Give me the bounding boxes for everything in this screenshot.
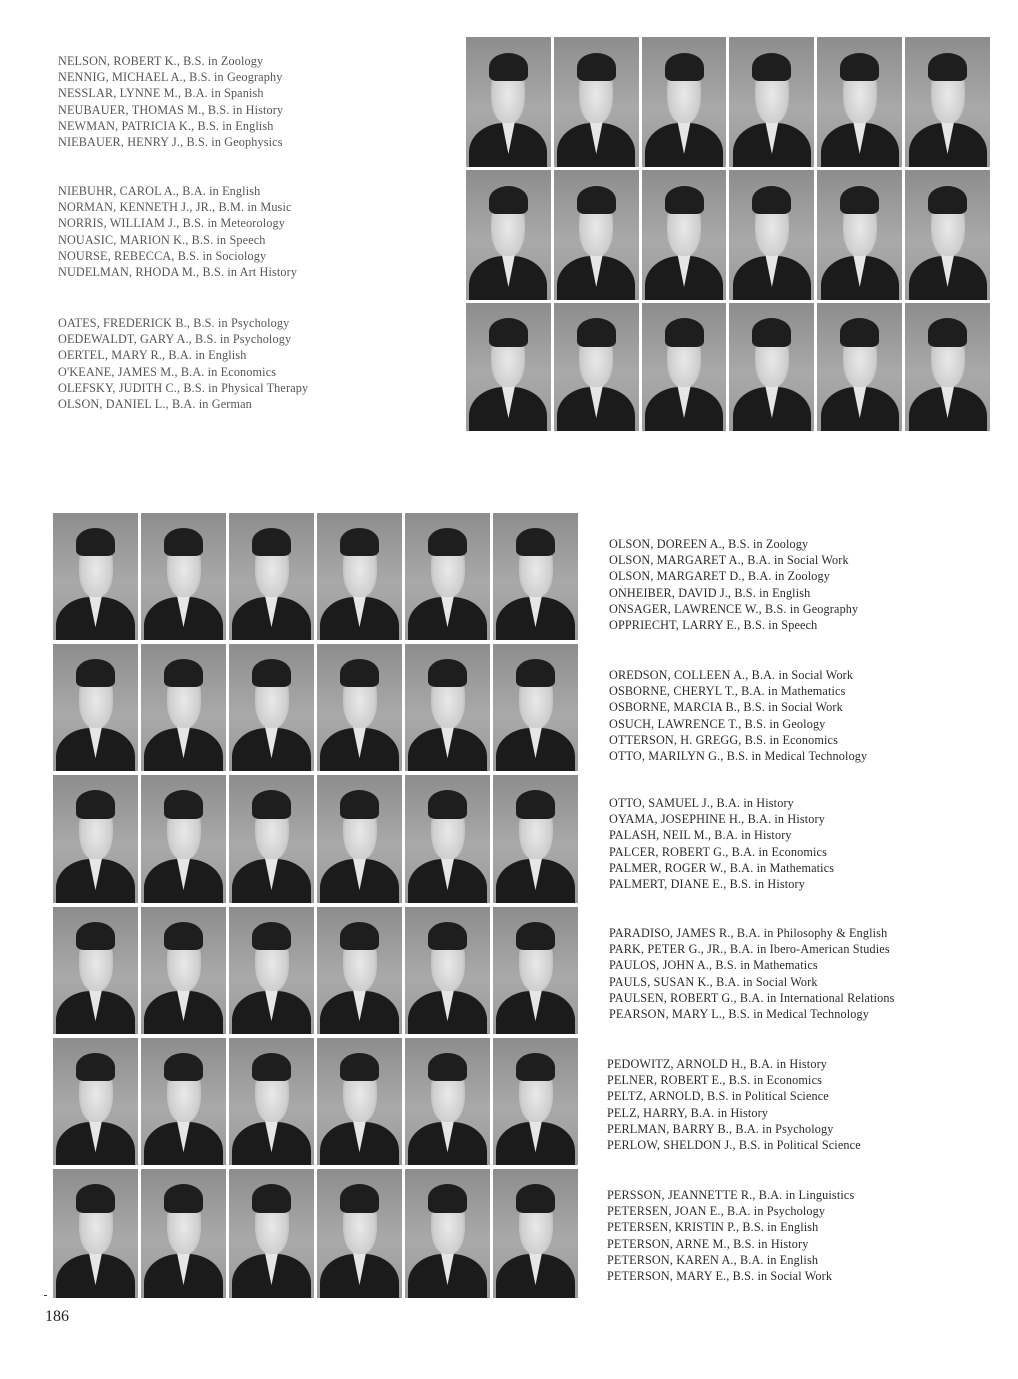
name-entry: OTTERSON, H. GREGG, B.S. in Economics xyxy=(609,732,838,747)
name-entry: PALCER, ROBERT G., B.A. in Economics xyxy=(609,844,827,859)
name-entry: OSBORNE, CHERYL T., B.A. in Mathematics xyxy=(609,684,846,699)
portrait-photo xyxy=(53,1038,138,1165)
name-entry: NENNIG, MICHAEL A., B.S. in Geography xyxy=(58,70,283,85)
name-entry: PEDOWITZ, ARNOLD H., B.A. in History xyxy=(607,1057,828,1071)
name-group-9 xyxy=(607,1187,854,1284)
portrait-photo xyxy=(141,1038,226,1165)
name-entry: OYAMA, JOSEPHINE H., B.A. in History xyxy=(609,812,825,827)
name-entry: O'KEANE, JAMES M., B.A. in Economics xyxy=(58,364,277,379)
portrait-photo xyxy=(229,644,314,771)
name-entry: OSBORNE, MARCIA B., B.S. in Social Work xyxy=(609,700,843,715)
name-entry: NORRIS, WILLIAM J., B.S. in Meteorology xyxy=(58,216,286,231)
name-entry: PETERSON, KAREN A., B.A. in English xyxy=(607,1252,819,1267)
name-entry: PARADISO, JAMES R., B.A. in Philosophy & English xyxy=(609,926,888,940)
portrait-photo xyxy=(493,775,578,903)
name-entry: OLEFSKY, JUDITH C., B.S. in Physical Therapy xyxy=(58,380,309,395)
portrait-photo xyxy=(493,513,578,640)
name-entry: PAULS, SUSAN K., B.A. in Social Work xyxy=(609,974,818,989)
portrait-photo xyxy=(229,1038,314,1165)
portrait-photo xyxy=(405,644,490,771)
name-entry: OERTEL, MARY R., B.A. in English xyxy=(58,348,247,363)
name-entry: NUDELMAN, RHODA M., B.S. in Art History xyxy=(58,265,298,280)
portrait-photo xyxy=(493,1169,578,1298)
name-entry: PETERSON, ARNE M., B.S. in History xyxy=(607,1236,809,1251)
portrait-photo xyxy=(317,907,402,1034)
name-entry: OLSON, DOREEN A., B.S. in Zoology xyxy=(609,537,809,551)
portrait-photo xyxy=(642,303,727,431)
name-group-4 xyxy=(609,536,858,633)
name-entry: PERSSON, JEANNETTE R., B.A. in Linguistics xyxy=(607,1188,855,1202)
name-entry: OEDEWALDT, GARY A., B.S. in Psychology xyxy=(58,332,292,347)
name-entry: OTTO, SAMUEL J., B.A. in History xyxy=(609,796,794,810)
portrait-photo xyxy=(554,37,639,167)
portrait-photo xyxy=(905,170,990,300)
portrait-photo xyxy=(317,513,402,640)
portrait-photo xyxy=(905,37,990,167)
portrait-photo xyxy=(53,907,138,1034)
name-entry: PETERSEN, KRISTIN P., B.S. in English xyxy=(607,1220,819,1235)
name-entry: PELZ, HARRY, B.A. in History xyxy=(607,1105,769,1120)
portrait-photo xyxy=(729,170,814,300)
photo-row xyxy=(466,303,990,431)
name-entry: NEWMAN, PATRICIA K., B.S. in English xyxy=(58,118,274,133)
portrait-photo xyxy=(405,1038,490,1165)
photo-row xyxy=(53,644,578,771)
portrait-photo xyxy=(405,775,490,903)
portrait-photo xyxy=(817,37,902,167)
portrait-photo xyxy=(466,37,551,167)
name-entry: PEARSON, MARY L., B.S. in Medical Technology xyxy=(609,1007,869,1022)
name-entry: OLSON, MARGARET A., B.A. in Social Work xyxy=(609,553,849,568)
portrait-photo xyxy=(817,170,902,300)
portrait-photo xyxy=(466,170,551,300)
name-entry: OPPRIECHT, LARRY E., B.S. in Speech xyxy=(609,618,818,633)
photo-row xyxy=(53,775,578,903)
name-entry: OLSON, DANIEL L., B.A. in German xyxy=(58,397,252,412)
portrait-photo xyxy=(141,775,226,903)
name-group-1 xyxy=(58,53,283,150)
name-entry: PELNER, ROBERT E., B.S. in Economics xyxy=(607,1073,823,1088)
portrait-photo xyxy=(141,907,226,1034)
name-entry: PAULSEN, ROBERT G., B.A. in International Relations xyxy=(609,990,895,1005)
name-entry: PARK, PETER G., JR., B.A. in Ibero-American Studies xyxy=(609,942,890,957)
name-entry: PERLOW, SHELDON J., B.S. in Political Science xyxy=(607,1138,861,1153)
portrait-photo xyxy=(53,513,138,640)
portrait-photo xyxy=(317,1169,402,1298)
page-number: 186 xyxy=(45,1308,69,1325)
name-entry: ONSAGER, LAWRENCE W., B.S. in Geography xyxy=(609,601,859,616)
portrait-photo xyxy=(493,907,578,1034)
name-entry: PETERSEN, JOAN E., B.A. in Psychology xyxy=(607,1204,826,1219)
portrait-photo xyxy=(141,513,226,640)
name-entry: OATES, FREDERICK B., B.S. in Psychology xyxy=(58,316,290,330)
name-entry: NOURSE, REBECCA, B.S. in Sociology xyxy=(58,248,267,263)
photo-row xyxy=(53,1169,578,1298)
portrait-photo xyxy=(141,1169,226,1298)
name-entry: PETERSON, MARY E., B.S. in Social Work xyxy=(607,1269,833,1284)
portrait-photo xyxy=(53,644,138,771)
name-entry: NESSLAR, LYNNE M., B.A. in Spanish xyxy=(58,86,264,101)
name-entry: PALMERT, DIANE E., B.S. in History xyxy=(609,877,805,892)
portrait-photo xyxy=(405,907,490,1034)
photo-row xyxy=(466,170,990,300)
photo-grid-top xyxy=(466,37,990,431)
name-entry: OLSON, MARGARET D., B.A. in Zoology xyxy=(609,569,831,584)
name-entry: PELTZ, ARNOLD, B.S. in Political Science xyxy=(607,1089,829,1104)
name-entry: OREDSON, COLLEEN A., B.A. in Social Work xyxy=(609,668,854,682)
portrait-photo xyxy=(466,303,551,431)
photo-row xyxy=(53,907,578,1034)
portrait-photo xyxy=(554,303,639,431)
name-group-5 xyxy=(609,667,867,764)
name-entry: NEUBAUER, THOMAS M., B.S. in History xyxy=(58,102,284,117)
name-entry: PAULOS, JOHN A., B.S. in Mathematics xyxy=(609,958,818,973)
photo-grid-bottom xyxy=(53,513,578,1298)
name-entry: NOUASIC, MARION K., B.S. in Speech xyxy=(58,232,266,247)
portrait-photo xyxy=(405,1169,490,1298)
portrait-photo xyxy=(229,1169,314,1298)
portrait-photo xyxy=(729,303,814,431)
name-entry: NELSON, ROBERT K., B.S. in Zoology xyxy=(58,54,264,68)
portrait-photo xyxy=(53,775,138,903)
name-group-7 xyxy=(609,925,895,1022)
portrait-photo xyxy=(493,644,578,771)
photo-row xyxy=(466,37,990,167)
photo-row xyxy=(53,1038,578,1165)
name-group-6 xyxy=(609,795,834,892)
name-group-3 xyxy=(58,315,308,412)
portrait-photo xyxy=(642,170,727,300)
name-group-2 xyxy=(58,183,297,280)
name-entry: NIEBUHR, CAROL A., B.A. in English xyxy=(58,184,261,198)
name-entry: NORMAN, KENNETH J., JR., B.M. in Music xyxy=(58,200,292,215)
portrait-photo xyxy=(53,1169,138,1298)
name-entry: ONHEIBER, DAVID J., B.S. in English xyxy=(609,585,811,600)
portrait-photo xyxy=(141,644,226,771)
name-group-8 xyxy=(607,1056,861,1153)
name-entry: NIEBAUER, HENRY J., B.S. in Geophysics xyxy=(58,135,283,150)
photo-row xyxy=(53,513,578,640)
portrait-photo xyxy=(817,303,902,431)
portrait-photo xyxy=(229,513,314,640)
portrait-photo xyxy=(905,303,990,431)
portrait-photo xyxy=(405,513,490,640)
name-entry: OTTO, MARILYN G., B.S. in Medical Technology xyxy=(609,749,868,764)
name-entry: PALMER, ROGER W., B.A. in Mathematics xyxy=(609,860,835,875)
portrait-photo xyxy=(642,37,727,167)
portrait-photo xyxy=(317,775,402,903)
portrait-photo xyxy=(229,907,314,1034)
name-entry: OSUCH, LAWRENCE T., B.S. in Geology xyxy=(609,716,826,731)
portrait-photo xyxy=(554,170,639,300)
name-entry: PALASH, NEIL M., B.A. in History xyxy=(609,828,792,843)
margin-mark xyxy=(44,1295,47,1296)
portrait-photo xyxy=(317,644,402,771)
portrait-photo xyxy=(317,1038,402,1165)
portrait-photo xyxy=(229,775,314,903)
portrait-photo xyxy=(493,1038,578,1165)
name-entry: PERLMAN, BARRY B., B.A. in Psychology xyxy=(607,1121,834,1136)
portrait-photo xyxy=(729,37,814,167)
